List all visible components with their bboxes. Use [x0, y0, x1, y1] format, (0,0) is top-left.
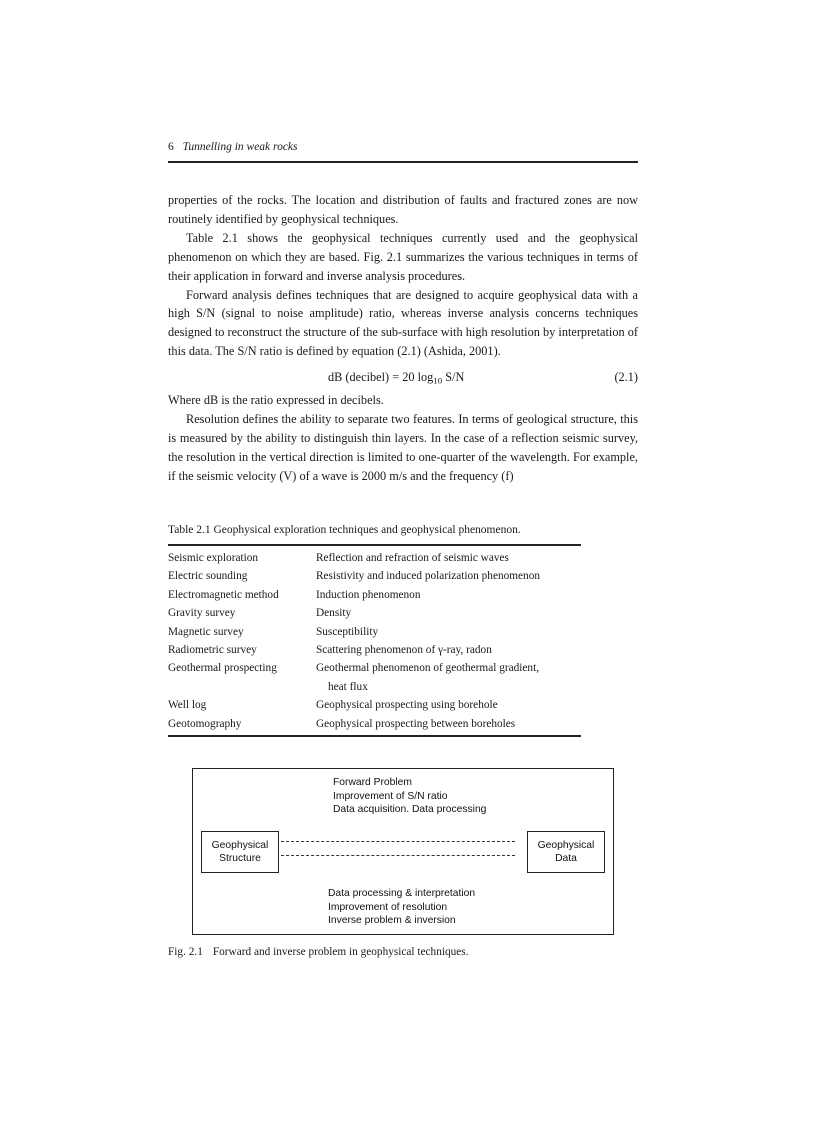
equation-rhs: S/N — [442, 370, 465, 385]
diagram-line: Inverse problem & inversion — [328, 915, 456, 926]
table-caption: Table 2.1 Geophysical exploration techniques and geophysical phenomenon. — [168, 524, 521, 536]
equation-lhs: dB (decibel) = 20 log — [328, 370, 434, 385]
box-line: Data — [555, 853, 577, 864]
running-title: Tunnelling in weak rocks — [182, 141, 298, 153]
phenomenon-cell: Density — [316, 607, 352, 620]
table-row — [168, 641, 581, 659]
phenomenon-cell: heat flux — [328, 680, 368, 693]
table-row — [168, 659, 581, 677]
inverse-problem-text — [328, 887, 475, 928]
table-row — [168, 549, 581, 567]
table-row — [168, 715, 581, 733]
dashed-connector — [281, 855, 515, 856]
page-number: 6 — [168, 141, 174, 153]
forward-problem-text — [333, 776, 486, 817]
forward-inverse-diagram — [192, 768, 614, 935]
diagram-line: Data acquisition. Data processing — [333, 804, 487, 815]
phenomenon-cell: Resistivity and induced polarization phenomenon — [316, 570, 541, 583]
table-row — [168, 696, 581, 714]
technique-cell: Geotomography — [168, 717, 242, 730]
technique-cell: Radiometric survey — [168, 644, 257, 657]
dashed-connector — [281, 841, 515, 842]
technique-cell: Magnetic survey — [168, 625, 244, 638]
table-row — [168, 604, 581, 622]
paragraph: Where dB is the ratio expressed in decibels. — [168, 393, 384, 408]
box-line: Structure — [219, 853, 261, 864]
paragraph: Forward analysis defines techniques that are designed to acquire geophysical data with a high S/N (signal to noise amplitude) ratio, whereas inverse analysis concerns techniques designed to reconstruct the structure of the sub-surface with high resolution by interpretation of this data. The S/N ratio is defined by equation (2.1) (Ashida, 2001). — [168, 287, 638, 359]
phenomenon-cell: Susceptibility — [316, 625, 379, 638]
paragraph: properties of the rocks. The location and distribution of faults and fractured zones are now routinely identified by geophysical techniques. — [168, 193, 638, 226]
table-row — [168, 567, 581, 585]
equation-2-1 — [168, 363, 638, 391]
running-header — [168, 141, 638, 163]
diagram-line: Forward Problem — [333, 777, 412, 788]
technique-cell: Gravity survey — [168, 607, 236, 620]
equation-number: (2.1) — [614, 370, 638, 385]
phenomenon-cell: Geophysical prospecting between boreholes — [316, 717, 516, 730]
figure-label: Fig. 2.1 — [168, 946, 203, 958]
technique-cell — [168, 678, 316, 696]
box-line: Geophysical — [537, 839, 595, 851]
figure-caption-text: Forward and inverse problem in geophysical techniques. — [212, 946, 469, 958]
box-line: Geophysical — [211, 839, 269, 851]
technique-cell: Electromagnetic method — [168, 588, 279, 601]
diagram-line: Improvement of resolution — [328, 901, 448, 913]
geophysical-structure-box — [201, 831, 279, 873]
equation-body — [328, 363, 464, 391]
phenomenon-cell: Geophysical prospecting using borehole — [316, 699, 498, 712]
paragraph: Resolution defines the ability to separate two features. In terms of geological structure, this is measured by the ability to distinguish thin layers. In the case of a reflection seismic survey, the resolution in the vertical direction is limited to one-quarter of the wavelength. For example, if the seismic velocity (V) of a wave is 2000 m/s and the frequency (f) — [168, 412, 638, 483]
body-text — [168, 191, 638, 486]
phenomenon-cell: Induction phenomenon — [316, 588, 421, 601]
technique-cell: Geothermal prospecting — [168, 662, 277, 675]
figure-caption — [168, 946, 469, 958]
geophysical-data-box — [527, 831, 605, 873]
technique-cell: Electric sounding — [168, 570, 248, 583]
table-row — [168, 586, 581, 604]
table-row — [168, 678, 581, 696]
technique-cell: Seismic exploration — [168, 552, 259, 564]
phenomenon-cell: Geothermal phenomenon of geothermal gradient, — [316, 662, 540, 675]
phenomenon-cell: Reflection and refraction of seismic waves — [316, 552, 509, 564]
equation-subscript: 10 — [433, 375, 443, 386]
paragraph: Table 2.1 shows the geophysical techniques currently used and the geophysical phenomenon on which they are based. Fig. 2.1 summarizes the various techniques in terms of their application in forward and inverse analysis procedures. — [168, 230, 638, 283]
techniques-table — [168, 544, 581, 737]
phenomenon-cell: Scattering phenomenon of γ-ray, radon — [316, 644, 492, 657]
diagram-line: Data processing & interpretation — [328, 888, 476, 899]
technique-cell: Well log — [168, 699, 207, 712]
diagram-line: Improvement of S/N ratio — [333, 790, 448, 802]
table-row — [168, 623, 581, 641]
